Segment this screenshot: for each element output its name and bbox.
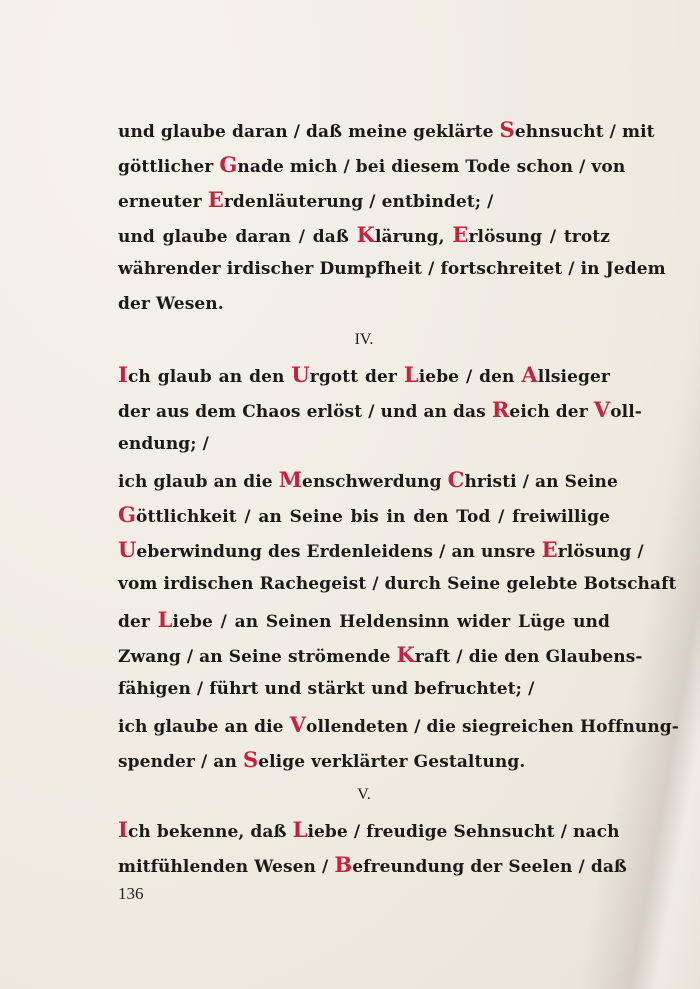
text-run: rlösung / trotz (468, 227, 610, 247)
text-line (118, 532, 644, 567)
red-initial: G (118, 502, 137, 527)
text-line (118, 287, 610, 322)
text-run: fähigen / führt und stärkt und befruchtet; / (118, 679, 535, 699)
text-line (118, 112, 655, 147)
text-line (118, 637, 643, 672)
red-initial: G (219, 152, 238, 177)
text-run: iebe / an Seinen Heldensinn wider Lüge und (172, 612, 611, 632)
text-line (118, 147, 626, 182)
red-initial: M (278, 467, 303, 492)
text-run: ich glaub an die (118, 472, 279, 492)
red-initial: L (157, 607, 173, 632)
text-run: ich glaube an die (118, 717, 290, 737)
text-run: Zwang / an Seine strömende (118, 647, 397, 667)
red-initial: E (207, 187, 224, 212)
text-run: der aus dem Chaos erlöst / und an das (118, 402, 492, 422)
text-run: und glaube daran / daß (118, 227, 357, 247)
red-initial: U (118, 537, 137, 562)
text-run: enschwerdung (302, 472, 448, 492)
red-initial: R (491, 397, 510, 422)
text-run: lärung, (375, 227, 453, 247)
red-initial: K (396, 642, 415, 667)
text-run: oll- (610, 402, 642, 422)
text-run: efreundung der Seelen / daß (352, 857, 627, 877)
red-initial: B (334, 852, 353, 877)
text-run: rlösung / (557, 542, 644, 562)
text-run: ehnsucht / mit (514, 122, 655, 142)
text-run: elige verklärter Gestaltung. (258, 752, 526, 772)
text-block (118, 112, 679, 882)
red-initial: A (521, 362, 538, 387)
text-line (118, 812, 620, 847)
page-number: 136 (118, 884, 144, 903)
red-initial: V (289, 712, 307, 737)
text-run: der (118, 612, 158, 632)
red-initial: L (403, 362, 419, 387)
text-line (118, 602, 610, 637)
section-heading-text: IV. (354, 331, 374, 348)
red-initial: K (356, 222, 375, 247)
text-run: erneuter (118, 192, 208, 212)
red-initial: S (242, 747, 259, 772)
red-initial: L (292, 817, 308, 842)
text-run: endung; / (118, 434, 209, 454)
section-heading-text: V. (357, 786, 371, 803)
text-run: eich der (509, 402, 594, 422)
text-line (118, 217, 610, 252)
red-initial: E (541, 537, 558, 562)
red-initial: I (118, 817, 128, 842)
text-run: hristi / an Seine (464, 472, 618, 492)
text-line (118, 847, 627, 882)
red-initial: C (447, 467, 465, 492)
section-heading (118, 322, 610, 357)
red-initial: E (452, 222, 469, 247)
red-initial: V (593, 397, 611, 422)
text-run: rdenläuterung / entbindet; / (223, 192, 494, 212)
text-line (118, 707, 679, 742)
text-line (118, 357, 610, 392)
text-line (118, 462, 618, 497)
text-run: raft / die den Glaubens- (414, 647, 643, 667)
text-run: göttlicher (118, 157, 220, 177)
text-run: ch bekenne, daß (127, 822, 293, 842)
text-run: der Wesen. (118, 294, 224, 314)
text-run: iebe / freudige Sehnsucht / nach (307, 822, 620, 842)
text-run: rgott der (309, 367, 404, 387)
text-run: nade mich / bei diesem Tode schon / von (237, 157, 626, 177)
text-line (118, 567, 677, 602)
text-line (118, 672, 610, 707)
text-run: öttlichkeit / an Seine bis in den Tod / freiwillige (136, 507, 610, 527)
text-run: und glaube daran / daß meine geklärte (118, 122, 500, 142)
section-heading (118, 777, 610, 812)
text-run: mitfühlenden Wesen / (118, 857, 335, 877)
red-initial: I (118, 362, 128, 387)
text-run: ollendeten / die siegreichen Hoffnung- (306, 717, 679, 737)
text-run: vom irdischen Rachegeist / durch Seine gelebte Botschaft (118, 574, 677, 594)
text-line (118, 392, 642, 427)
text-run: ch glaub an den (127, 367, 292, 387)
text-run: währender irdischer Dumpfheit / fortschreitet / in Jedem (118, 259, 666, 279)
text-line (118, 742, 610, 777)
text-line (118, 427, 610, 462)
text-line (118, 252, 666, 287)
text-run: eberwindung des Erdenleidens / an unsre (136, 542, 542, 562)
text-run: spender / an (118, 752, 243, 772)
red-initial: S (499, 117, 515, 142)
text-run: llsieger (537, 367, 610, 387)
text-run: iebe / den (418, 367, 522, 387)
text-line (118, 497, 610, 532)
red-initial: U (291, 362, 310, 387)
text-line (118, 182, 610, 217)
